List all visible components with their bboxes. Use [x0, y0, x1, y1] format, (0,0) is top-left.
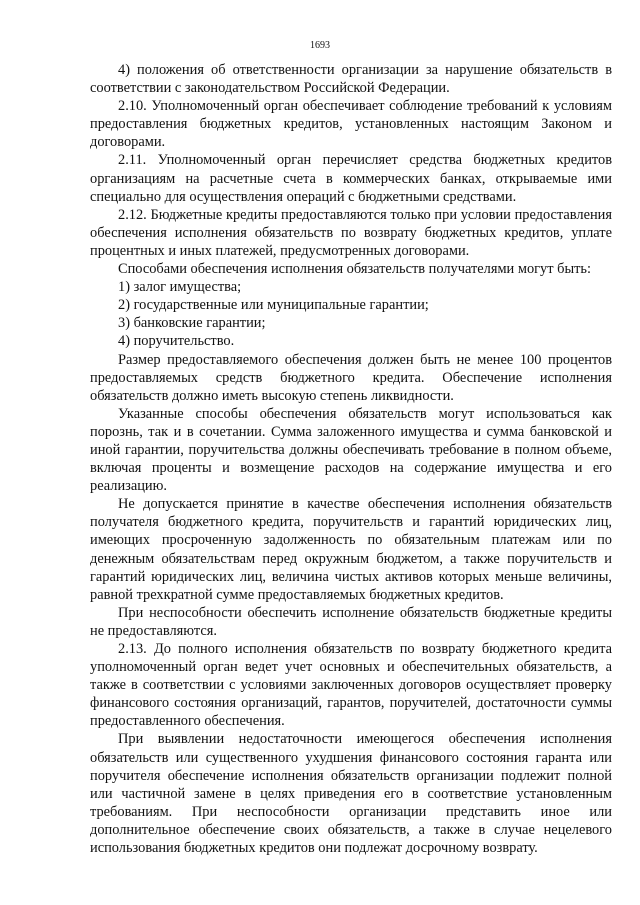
- paragraph-liability-provisions: 4) положения об ответственности организации за нарушение обязательств в соответствии с законодательством Российской Федерации.: [90, 62, 612, 97]
- list-item-surety: 4) поручительство.: [118, 333, 235, 350]
- paragraph-security-methods-intro: Способами обеспечения исполнения обязательств получателями могут быть:: [118, 261, 591, 278]
- paragraph-security-combination: Указанные способы обеспечения обязательств могут использоваться как порознь, так и в сочетании. Сумма заложенного имущества и сумма банковской и иной гарантии, поручительства должны обеспечивать требование в полном объеме, включая проценты и возмещение расходов на содержание имущества и его реализацию.: [90, 405, 612, 495]
- paragraph-2-12: 2.12. Бюджетные кредиты предоставляются только при условии предоставления обеспечения исполнения обязательств по возврату бюджетных кредитов, уплате процентных и иных платежей, предусмотренных договорами.: [90, 206, 612, 259]
- paragraph-insufficient-security: При выявлении недостаточности имеющегося обеспечения исполнения обязательств или существенного ухудшения финансового состояния гаранта или поручителя обеспечение исполнения обязательств организации подлежит полной или частичной замене в целях приведения его в соответствие установленным требованиям. При неспособности организации представить иное или дополнительное обеспечение своих обязательств, а также в случае нецелевого использования бюджетных кредитов они подлежат досрочному возврату.: [90, 731, 612, 857]
- paragraph-no-security-no-credit: При неспособности обеспечить исполнение обязательств бюджетные кредиты не предоставляются.: [90, 604, 612, 639]
- list-item-state-guarantees: 2) государственные или муниципальные гарантии;: [118, 297, 429, 314]
- list-item-property-pledge: 1) залог имущества;: [118, 279, 242, 296]
- paragraph-2-13: 2.13. До полного исполнения обязательств по возврату бюджетного кредита уполномоченный орган ведет учет основных и обеспечительных обязательств, а также в соответствии с условиями заключенных договоров осуществляет проверку финансового состояния организаций, гарантов, поручителей, достаточности суммы предоставленного обеспечения.: [90, 641, 612, 730]
- paragraph-security-amount: Размер предоставляемого обеспечения должен быть не менее 100 процентов предоставляемых средств бюджетного кредита. Обеспечение исполнения обязательств должно иметь высокую степень ликвидности.: [90, 351, 612, 404]
- page-number: 1693: [310, 40, 330, 51]
- list-item-bank-guarantees: 3) банковские гарантии;: [118, 315, 266, 332]
- paragraph-2-10: 2.10. Уполномоченный орган обеспечивает соблюдение требований к условиям предоставления бюджетных кредитов, установленных настоящим Законом и договорами.: [90, 98, 612, 151]
- document-body: [90, 61, 612, 857]
- paragraph-2-11: 2.11. Уполномоченный орган перечисляет средства бюджетных кредитов организациям на расчетные счета в коммерческих банках, открываемые ими специально для осуществления операций с бюджетными средствами.: [90, 152, 612, 205]
- paragraph-inadmissible-security: Не допускается принятие в качестве обеспечения исполнения обязательств получателя бюджетного кредита, поручительств и гарантий юридических лиц, имеющих просроченную задолженность по обязательным платежам или по денежным обязательствам перед окружным бюджетом, а также поручительств и гарантий юридических лиц, величина чистых активов которых меньше величины, равной трехкратной сумме предоставляемых бюджетных кредитов.: [90, 496, 612, 603]
